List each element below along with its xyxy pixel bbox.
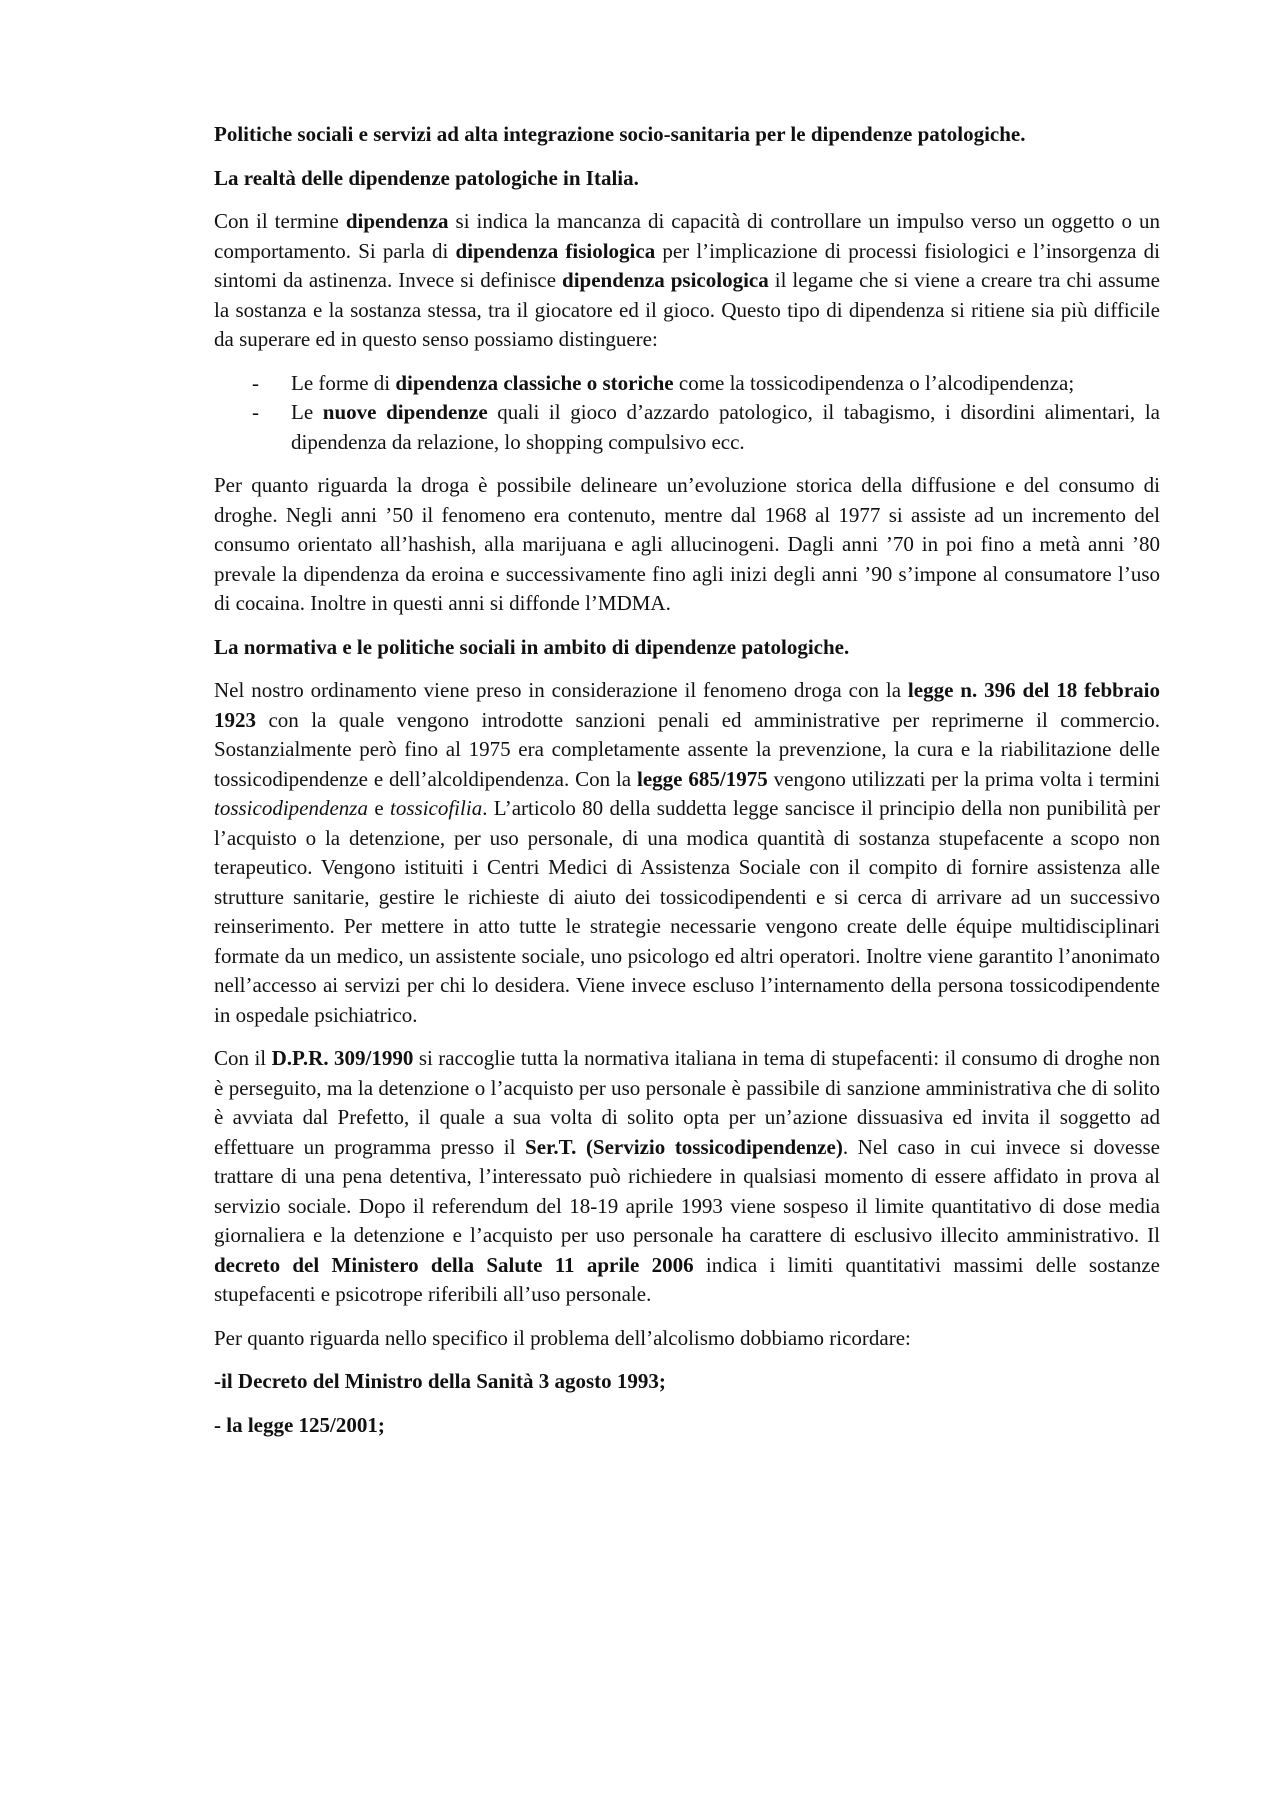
- document-title: Politiche sociali e servizi ad alta integrazione socio-sanitaria per le dipendenze patologiche.: [214, 122, 1026, 146]
- dependency-types-list: [214, 369, 1160, 458]
- paragraph-definizione-dipendenza: Con il termine dipendenza si indica la mancanza di capacità di controllare un impulso verso un oggetto o un comportamento. Si parla di dipendenza fisiologica per l’implicazione di processi fisiologici e l’insorgenza di sintomi da astinenza. Invece si definisce dipendenza psicologica il legame che si viene a creare tra chi assume la sostanza e la sostanza stessa, tra il giocatore ed il gioco. Questo tipo di dipendenza si ritiene sia più difficile da superare ed in questo senso possiamo distinguere:: [214, 209, 1160, 351]
- term-dipendenza-fisiologica: dipendenza fisiologica: [455, 238, 656, 263]
- dash-bullet: -: [252, 370, 259, 395]
- section-heading-realta: La realtà delle dipendenze patologiche in Italia.: [214, 165, 639, 190]
- document-page: [214, 120, 1160, 1454]
- list-item: - Le forme di dipendenza classiche o storiche come la tossicodipendenza o l’alcodipendenza;: [214, 369, 1160, 399]
- paragraph-dpr-309-1990: Con il D.P.R. 309/1990 si raccoglie tutta la normativa italiana in tema di stupefacenti: il consumo di droghe non è perseguito, ma la detenzione o l’acquisto per uso personale è passibile di sanzione amministrativa che di solito è avviata dal Prefetto, il quale a sua volta di solito opta per un’azione dissuasiva ed invita il soggetto ad effettuare un programma presso il Ser.T. (Servizio tossicodipendenze). Nel caso in cui invece si dovesse trattare di una pena detentiva, l’interessato può richiedere in qualsiasi momento di essere affidato in prova al servizio sociale. Dopo il referendum del 18-19 aprile 1993 viene sospeso il limite quantitativo di dose media giornaliera e la detenzione e l’acquisto per uso personale ha carattere di esclusivo illecito amministrativo. Il decreto del Ministero della Salute 11 aprile 2006 indica i limiti quantitativi massimi delle sostanze stupefacenti e psicotrope riferibili all’uso personale.: [214, 1046, 1160, 1306]
- section-heading-normativa: La normativa e le politiche sociali in ambito di dipendenze patologiche.: [214, 634, 850, 659]
- list-item: - Le nuove dipendenze quali il gioco d’azzardo patologico, il tabagismo, i disordini alimentari, la dipendenza da relazione, lo shopping compulsivo ecc.: [252, 400, 1160, 454]
- paragraph-alcolismo: Per quanto riguarda nello specifico il problema dell’alcolismo dobbiamo ricordare:: [214, 1325, 911, 1350]
- dash-bullet: -: [252, 400, 259, 424]
- term-dipendenza-psicologica: dipendenza psicologica: [562, 268, 769, 292]
- paragraph-evoluzione-storica: Per quanto riguarda la droga è possibile delineare un’evoluzione storica della diffusione e del consumo di droghe. Negli anni ’50 il fenomeno era contenuto, mentre dal 1968 al 1977 si assiste ad un incremento del consumo orientato all’hashish, alla marijuana e agli allucinogeni. Dagli anni ’70 in poi fino a metà anni ’80 prevale la dipendenza da eroina e successivamente fino agli inizi degli anni ’90 s’impone al consumatore l’uso di cocaina. Inoltre in questi anni si diffonde l’MDMA.: [214, 473, 1160, 615]
- term-dipendenza: dipendenza: [345, 209, 449, 233]
- paragraph-legge-1923-1975: Nel nostro ordinamento viene preso in considerazione il fenomeno droga con la legge n. 396 del 18 febbraio 1923 con la quale vengono introdotte sanzioni penali ed amministrative per reprimerne il commercio. Sostanzialmente però fino al 1975 era completamente assente la prevenzione, la cura e la riabilitazione delle tossicodipendenze e dell’alcoldipendenza. Con la legge 685/1975 vengono utilizzati per la prima volta i termini tossicodipendenza e tossicofilia. L’articolo 80 della suddetta legge sancisce il principio della non punibilità per l’acquisto o la detenzione, per uso personale, di una modica quantità di sostanza stupefacente a scopo non terapeutico. Vengono istituiti i Centri Medici di Assistenza Sociale con il compito di fornire assistenza alle strutture sanitarie, gestire le richieste di aiuto dei tossicodipendenti e si cerca di arrivare ad un successivo reinserimento. Per mettere in atto tutte le strategie necessarie vengono create delle équipe multidisciplinari formate da un medico, un assistente sociale, uno psicologo ed altri operatori. Inoltre viene garantito l’anonimato nell’accesso ai servizi per chi lo desidera. Viene invece escluso l’internamento della persona tossicodipendente in ospedale psichiatrico.: [214, 678, 1160, 1027]
- list-item-legge-125-2001: - la legge 125/2001;: [214, 1412, 385, 1437]
- list-item-decreto-1993: -il Decreto del Ministro della Sanità 3 agosto 1993;: [214, 1369, 666, 1393]
